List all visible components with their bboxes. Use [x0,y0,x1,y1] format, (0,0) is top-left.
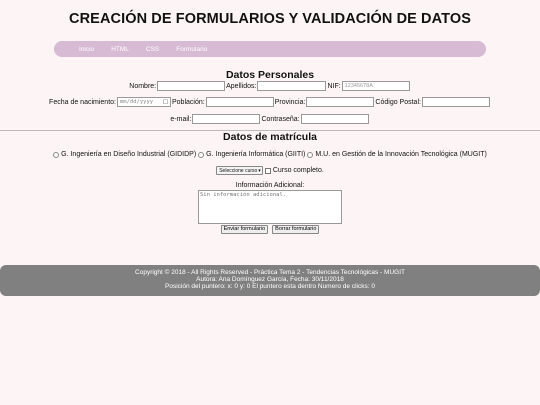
provincia-input[interactable] [306,97,374,107]
course-row [0,166,540,175]
info-label: Información Adicional: [235,182,305,189]
footer-pointer-status: Posición del puntero: x: 0 y: 0 El puntero esta dentro Numero de clicks: 0 [165,283,375,291]
email-label: e-mail: [170,115,192,123]
reset-button[interactable]: Borrar formulario [272,225,319,234]
section-heading-personal: Datos Personales [225,69,315,81]
provincia-label: Provincia: [274,98,306,106]
radio-mugit[interactable] [307,152,313,158]
radio-gididp[interactable] [53,152,59,158]
radio-giiti[interactable] [198,152,204,158]
nombre-label: Nombre: [129,82,157,90]
poblacion-label: Población: [171,98,205,106]
codigo-postal-label: Código Postal: [375,98,421,106]
footer [0,265,540,296]
personal-row-3 [0,114,540,124]
nif-input[interactable] [342,81,410,91]
nav-link-formulario[interactable]: Formulario [176,45,208,53]
codigo-postal-input[interactable] [422,97,490,107]
info-textarea[interactable] [198,190,342,224]
nav-link-css[interactable]: CSS [145,45,160,53]
nombre-input[interactable] [157,81,225,91]
footer-author: Autora: Ana Domínguez García, Fecha: 30/11/2018 [196,275,344,283]
apellidos-label: Apellidos: [226,82,257,90]
form-buttons [0,225,540,234]
chevron-down-icon: ▾ [258,167,261,174]
fecha-input[interactable] [117,97,171,107]
nav-bar [54,41,486,57]
fecha-placeholder: mm/dd/yyyy [119,99,154,105]
nif-label: NIF: [327,82,341,90]
radio-label-mugit: M.U. en Gestión de la Innovación Tecnológica (MUGIT) [315,151,487,158]
password-label: Contraseña: [261,115,300,123]
nav-link-inicio[interactable]: Inicio [79,45,95,53]
course-select[interactable] [216,166,263,175]
section-heading-matricula: Datos de matrícula [223,131,317,143]
degree-radio-group [0,151,540,158]
curso-completo-checkbox[interactable] [265,168,271,174]
course-select-value: Seleccione curso [219,167,258,174]
fecha-label: Fecha de nacimiento: [49,98,116,106]
curso-completo-label: Curso completo. [272,167,324,174]
submit-button[interactable]: Enviar formulario [221,225,269,234]
poblacion-input[interactable] [206,97,274,107]
footer-copyright: Copyright © 2018 - All Rights Reserved - Práctica Tema 2 - Tendencias Tecnológicas - MUGIT [135,268,405,276]
radio-label-gididp: G. Ingeniería en Diseño Industrial (GIDIDP) [61,151,197,158]
personal-row-2 [0,97,540,107]
calendar-icon[interactable]: □ [162,99,168,105]
password-input[interactable] [301,114,369,124]
page-title: CREACIÓN DE FORMULARIOS Y VALIDACIÓN DE DATOS [69,11,471,27]
info-label-row [0,182,540,189]
personal-row-1 [0,81,540,91]
email-input[interactable] [192,114,260,124]
apellidos-input[interactable] [257,81,326,91]
nav-link-html[interactable]: HTML [111,45,129,53]
radio-label-giiti: G. Ingeniería Informática (GIITI) [206,151,306,158]
